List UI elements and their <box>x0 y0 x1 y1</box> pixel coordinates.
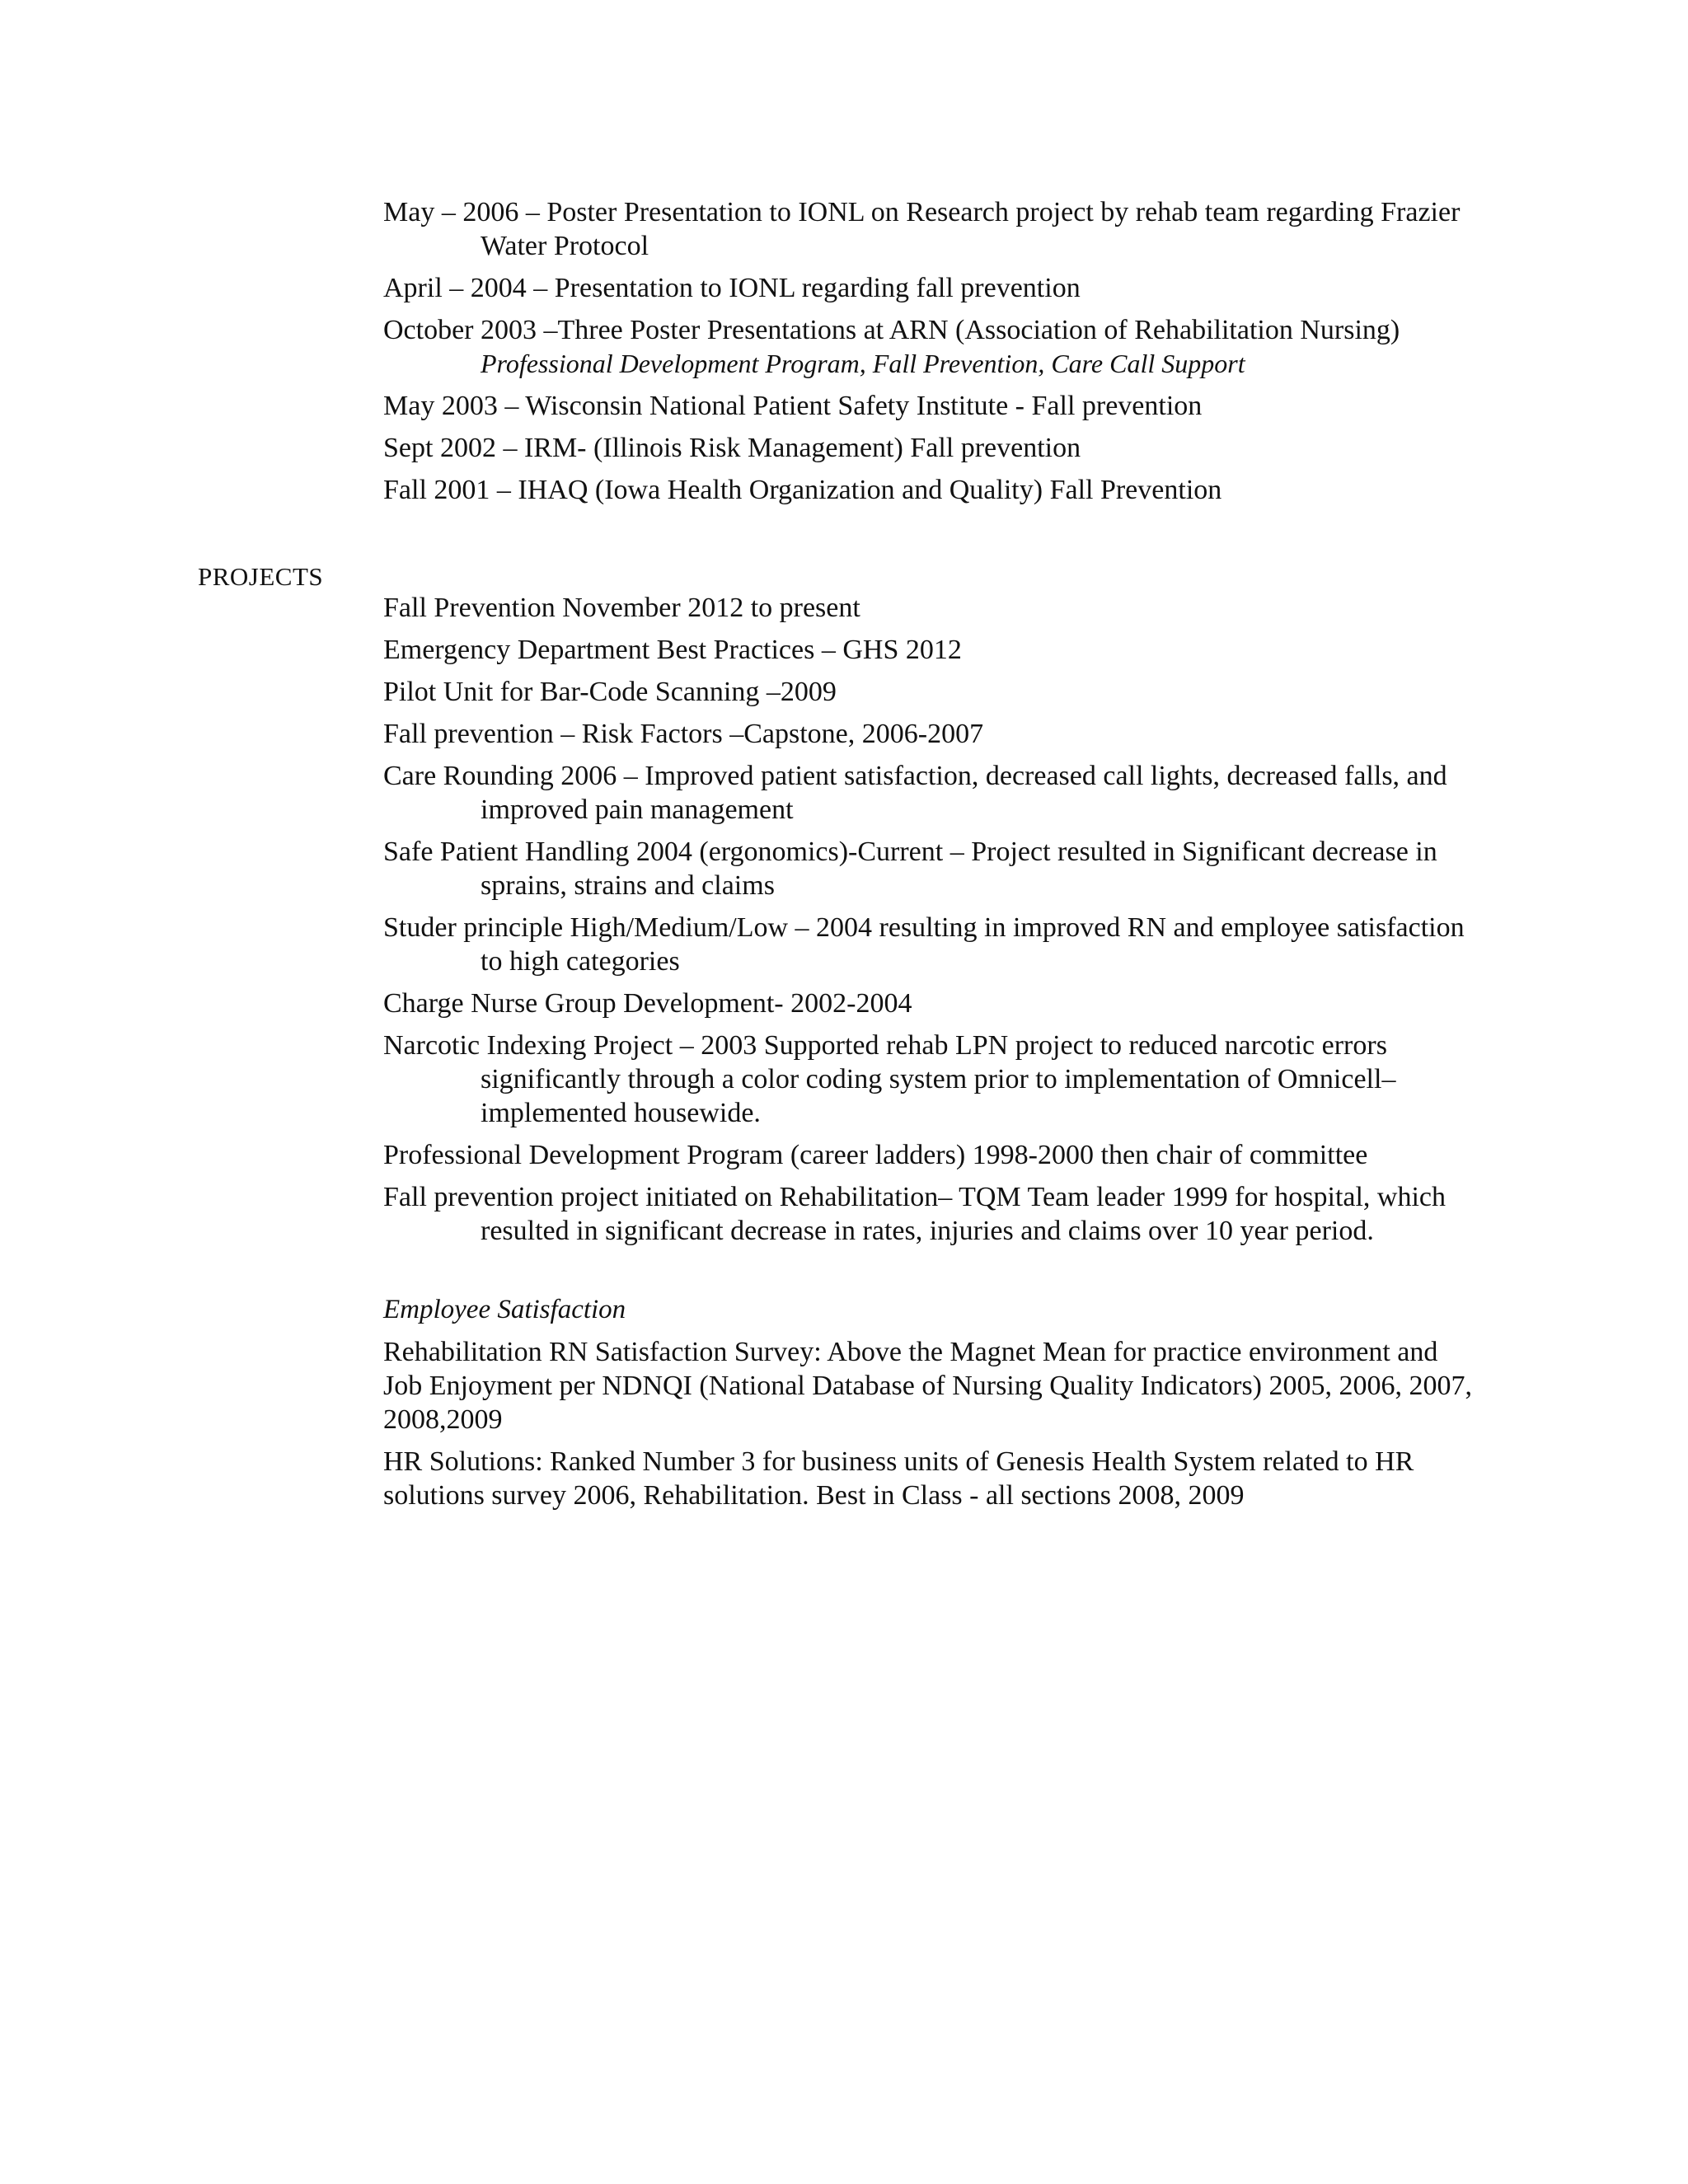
employee-satisfaction-title: Employee Satisfaction <box>383 1295 626 1324</box>
presentation-subtitle: Professional Development Program, Fall Prevention, Care Call Support <box>481 349 1245 378</box>
project-entry: Professional Development Program (career ladders) 1998-2000 then chair of committee <box>383 1140 1368 1170</box>
presentations-list <box>383 195 1479 515</box>
presentation-text: Sept 2002 – IRM- (Illinois Risk Management) Fall prevention <box>383 433 1081 463</box>
project-entry: Emergency Department Best Practices – GHS 2012 <box>383 635 962 665</box>
project-entry: Charge Nurse Group Development- 2002-2004 <box>383 988 912 1019</box>
presentation-entry <box>383 195 1479 263</box>
project-entry: Pilot Unit for Bar-Code Scanning –2009 <box>383 677 837 707</box>
project-entry: Safe Patient Handling 2004 (ergonomics)-Current – Project resulted in Significant decrease in sprains, strains and claims <box>383 837 1437 901</box>
presentation-entry <box>383 473 1479 507</box>
presentation-text: April – 2004 – Presentation to IONL regarding fall prevention <box>383 273 1081 303</box>
projects-section-label: PROJECTS <box>198 562 324 591</box>
project-entry: Studer principle High/Medium/Low – 2004 resulting in improved RN and employee satisfaction to high categories <box>383 912 1465 977</box>
project-entry: Fall prevention project initiated on Rehabilitation– TQM Team leader 1999 for hospital, which resulted in significant decrease in rates, injuries and claims over 10 year period. <box>383 1182 1447 1246</box>
presentation-text: Fall 2001 – IHAQ (Iowa Health Organization and Quality) Fall Prevention <box>383 475 1222 505</box>
project-entry: Narcotic Indexing Project – 2003 Supported rehab LPN project to reduced narcotic errors significantly through a color coding system prior to implementation of Omnicell– implemented housewide. <box>383 1030 1396 1128</box>
project-entry: Fall Prevention November 2012 to present <box>383 593 860 623</box>
project-entry: Fall prevention – Risk Factors –Capstone, 2006-2007 <box>383 719 984 749</box>
presentation-entry <box>383 313 1479 381</box>
employee-satisfaction-paragraph: Rehabilitation RN Satisfaction Survey: Above the Magnet Mean for practice environment and Job Enjoyment per NDNQI (National Database of Nursing Quality Indicators) 2005, 2006, 2007, 2008,2009 <box>383 1337 1473 1435</box>
projects-list <box>383 591 1479 1521</box>
presentation-text: October 2003 –Three Poster Presentations at ARN (Association of Rehabilitation Nursing) <box>383 315 1400 345</box>
presentation-entry <box>383 271 1479 305</box>
project-entry: Care Rounding 2006 – Improved patient satisfaction, decreased call lights, decreased falls, and improved pain management <box>383 761 1447 825</box>
presentation-entry <box>383 389 1479 423</box>
presentation-text: May 2003 – Wisconsin National Patient Safety Institute - Fall prevention <box>383 391 1203 421</box>
presentation-text: May – 2006 – Poster Presentation to IONL on Research project by rehab team regarding Frazier Water Protocol <box>383 197 1461 261</box>
presentation-entry <box>383 431 1479 465</box>
employee-satisfaction-paragraph: HR Solutions: Ranked Number 3 for business units of Genesis Health System related to HR solutions survey 2006, Rehabilitation. Best in Class - all sections 2008, 2009 <box>383 1446 1414 1511</box>
